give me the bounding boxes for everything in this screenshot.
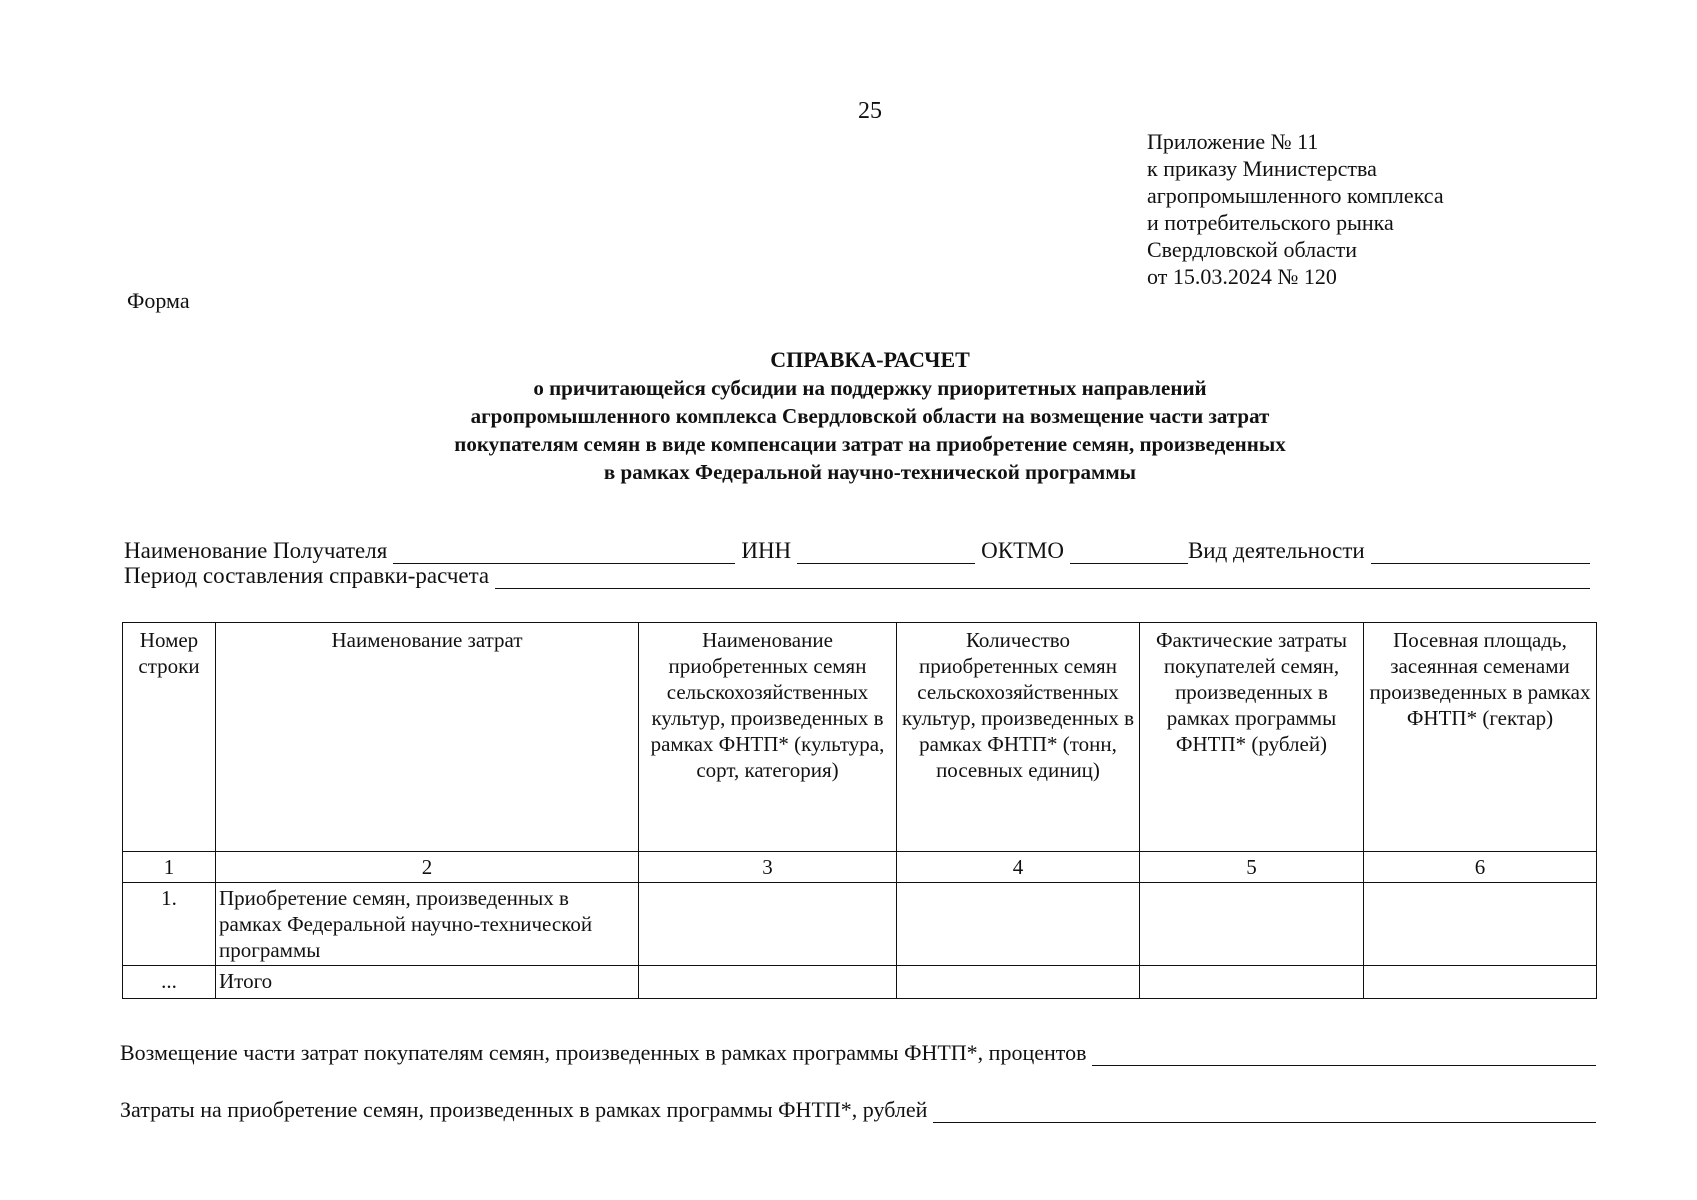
document-title	[0, 346, 1697, 486]
title-line: агропромышленного комплекса Свердловской области на возмещение части затрат	[470, 404, 1270, 428]
appendix-line: и потребительского рынка	[1147, 210, 1394, 235]
appendix-block	[1147, 128, 1444, 290]
column-number: 5	[1140, 852, 1364, 883]
recipient-fields-row	[124, 538, 1590, 564]
row-number: 1.	[123, 883, 216, 966]
table-row	[123, 883, 1597, 966]
form-label: Форма	[127, 288, 190, 313]
compensation-percent-blank[interactable]	[1092, 1045, 1596, 1066]
appendix-line: Свердловской области	[1147, 237, 1357, 262]
recipient-label: Наименование Получателя	[124, 538, 388, 563]
title-line: покупателям семян в виде компенсации затрат на приобретение семян, произведенных	[454, 432, 1286, 456]
input-cell-sown-area[interactable]	[1364, 966, 1597, 999]
column-number: 3	[639, 852, 897, 883]
table-row	[123, 966, 1597, 999]
input-cell-sown-area[interactable]	[1364, 883, 1597, 966]
header-cell: Наименование затрат	[216, 623, 639, 852]
header-cell: Посевная площадь, засеянная семенами произведенных в рамках ФНТП* (гектар)	[1364, 623, 1597, 852]
column-number: 6	[1364, 852, 1597, 883]
oktmo-label: ОКТМО	[981, 538, 1064, 563]
inn-label: ИНН	[741, 538, 792, 563]
period-field-row	[124, 563, 1590, 589]
row-cost-name: Приобретение семян, произведенных в рамках Федеральной научно-технической программы	[216, 883, 639, 966]
title-line: в рамках Федеральной научно-технической программы	[603, 460, 1137, 484]
activity-label: Вид деятельности	[1187, 538, 1365, 563]
table-header-row	[123, 623, 1597, 852]
calculation-table	[122, 622, 1597, 999]
column-number-row	[123, 852, 1597, 883]
input-cell-quantity[interactable]	[897, 966, 1140, 999]
appendix-line: к приказу Министерства	[1147, 156, 1377, 181]
header-cell: Номер строки	[123, 623, 216, 852]
title-line: о причитающейся субсидии на поддержку приоритетных направлений	[533, 376, 1207, 400]
column-number: 2	[216, 852, 639, 883]
header-cell: Количество приобретенных семян сельскохозяйственных культур, произведенных в рамках ФНТП* (тонн, посевных единиц)	[897, 623, 1140, 852]
activity-blank[interactable]	[1371, 543, 1590, 564]
compensation-percent-line	[120, 1040, 1596, 1066]
column-number: 4	[897, 852, 1140, 883]
oktmo-blank[interactable]	[1070, 543, 1188, 564]
seed-costs-blank[interactable]	[933, 1102, 1596, 1123]
seed-costs-line	[120, 1097, 1596, 1123]
input-cell-quantity[interactable]	[897, 883, 1140, 966]
column-number: 1	[123, 852, 216, 883]
compensation-percent-label: Возмещение части затрат покупателям семян, произведенных в рамках программы ФНТП*, процентов	[120, 1040, 1087, 1065]
input-cell-actual-costs[interactable]	[1140, 883, 1364, 966]
appendix-line: Приложение № 11	[1147, 129, 1319, 154]
period-label: Период составления справки-расчета	[124, 563, 490, 588]
input-cell-seed-name[interactable]	[639, 883, 897, 966]
inn-blank[interactable]	[797, 543, 975, 564]
row-number: ...	[123, 966, 216, 999]
period-blank[interactable]	[495, 568, 1590, 589]
input-cell-seed-name[interactable]	[639, 966, 897, 999]
seed-costs-label: Затраты на приобретение семян, произведенных в рамках программы ФНТП*, рублей	[120, 1097, 928, 1122]
page-number: 25	[858, 98, 882, 124]
input-cell-actual-costs[interactable]	[1140, 966, 1364, 999]
header-cell: Наименование приобретенных семян сельскохозяйственных культур, произведенных в рамках ФНТП* (культура, сорт, категория)	[639, 623, 897, 852]
recipient-blank[interactable]	[393, 543, 735, 564]
appendix-line: агропромышленного комплекса	[1147, 183, 1444, 208]
appendix-line: от 15.03.2024 № 120	[1147, 264, 1337, 289]
row-cost-name: Итого	[216, 966, 639, 999]
header-cell: Фактические затраты покупателей семян, произведенных в рамках программы ФНТП* (рублей)	[1140, 623, 1364, 852]
title-main: СПРАВКА-РАСЧЕТ	[770, 347, 970, 372]
